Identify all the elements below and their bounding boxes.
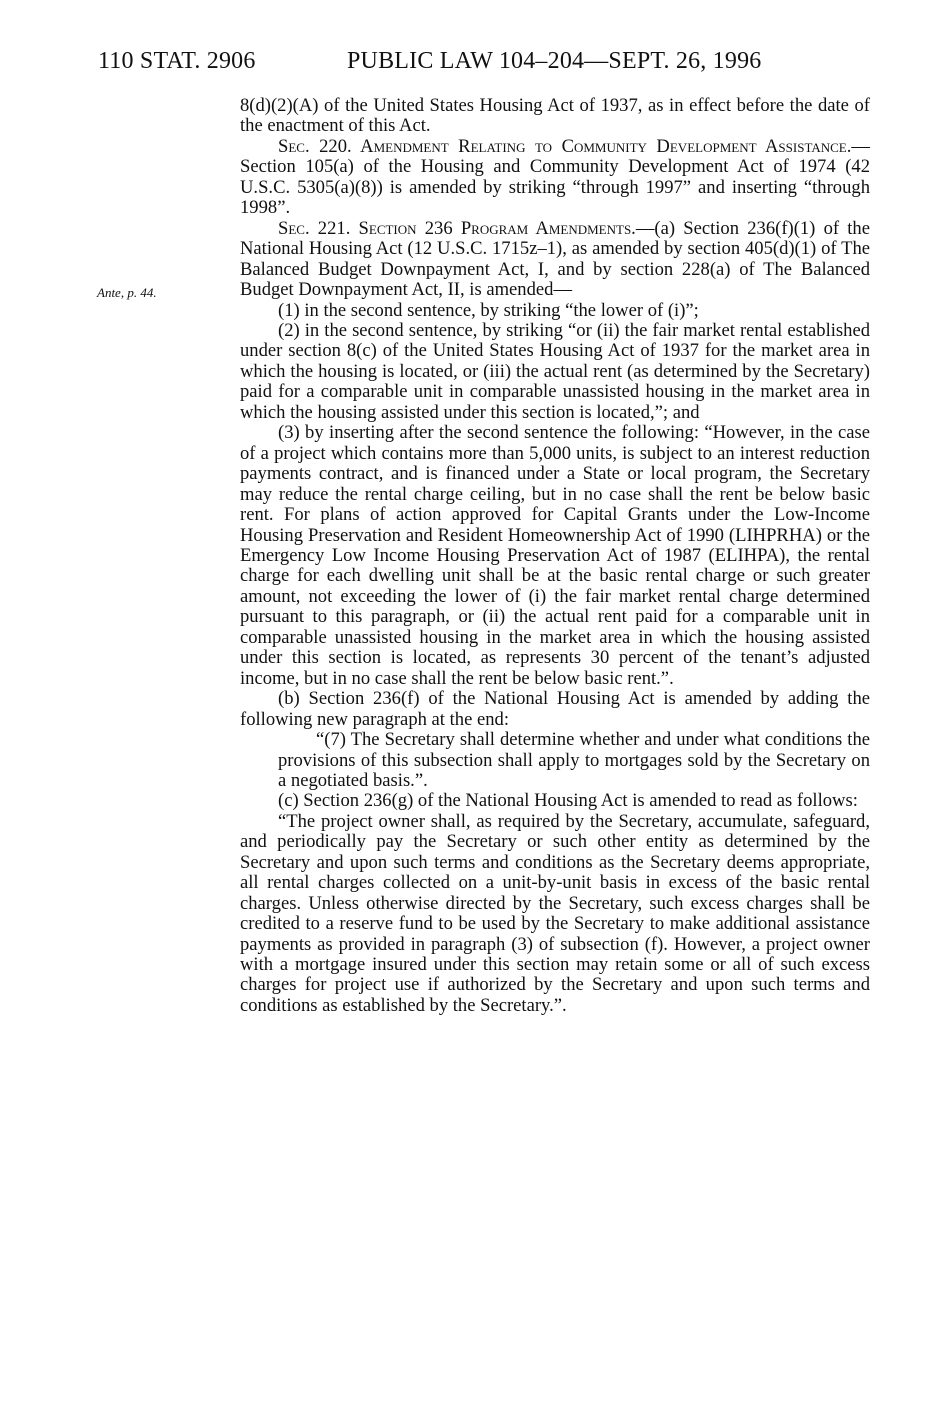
quoted-section-236g: “The project owner shall, as required by the Secretary, accumulate, safeguard, and periodically pay the Secretary or such other entity as determined by the Secretary and upon such terms and conditions as the Secretary deems appropriate, all rental charges collected on a unit-by-unit basis in excess of the basic rental charges. Unless otherwise directed by the Secretary, such excess charges shall be credited to a reserve fund to be used by the Secretary to make additional assistance payments as provided in paragraph (3) of subsection (f). However, a project owner with a mortgage insured under this section may retain some or all of such excess charges for project use if authorized by the Secretary and upon such terms and conditions as established by the Secretary.”. <box>240 810 870 1016</box>
subsection-b: (b) Section 236(f) of the National Housing Act is amended by adding the following new paragraph at the end: <box>240 688 870 730</box>
clause-2: (2) in the second sentence, by striking “or (ii) the fair market rental established under section 8(c) of the United States Housing Act of 1937 for the market area in which the housing is located, or (iii) the actual rent (as determined by the Secretary) paid for a comparable unit in comparable unassisted housing in the market area in which the housing assisted under this section is located,”; and <box>240 319 870 423</box>
stat-citation: 110 STAT. 2906 <box>98 48 256 74</box>
section-220 <box>240 137 870 219</box>
clause-1: (1) in the second sentence, by striking “the lower of (i)”; <box>278 299 699 321</box>
margin-note: Ante, p. 44. <box>97 285 157 300</box>
section-221-heading: Sec. 221. Section 236 Program Amendments. <box>278 217 636 239</box>
section-220-text: —Section 105(a) of the Housing and Community Development Act of 1974 (42 U.S.C. 5305(a)(8)) is amended by striking “through 1997” and inserting “through 1998”. <box>240 135 870 219</box>
paragraph-continuation: 8(d)(2)(A) of the United States Housing Act of 1937, as in effect before the date of the enactment of this Act. <box>240 95 870 137</box>
section-220-heading: Sec. 220. Amendment Relating to Community Development Assistance. <box>278 135 852 157</box>
public-law-citation: PUBLIC LAW 104–204—SEPT. 26, 1996 <box>347 48 762 74</box>
section-221 <box>240 219 870 301</box>
subsection-c: (c) Section 236(g) of the National Housing Act is amended to read as follows: <box>278 790 858 812</box>
clause-3: (3) by inserting after the second sentence the following: “However, in the case of a project which contains more than 5,000 units, is subject to an interest reduction payments contract, and is financed under a State or local program, the Secretary may reduce the rental charge ceiling, but in no case shall the rent be below basic rent. For plans of action approved for Capital Grants under the Low-Income Housing Preservation and Resident Homeownership Act of 1990 (LIHPRHA) or the Emergency Low Income Housing Preservation Act of 1987 (ELIHPA), the rental charge for each dwelling unit shall be at the basic rental charge or such greater amount, not exceeding the lower of (i) the fair market rental charge determined pursuant to this paragraph, or (ii) the actual rent paid for a comparable unit in comparable unassisted housing in the market area in which the housing assisted under this section is located, as represents 30 percent of the tenant’s adjusted income, but in no case shall the rent be below basic rent.”. <box>240 422 870 689</box>
document-body <box>240 96 870 1016</box>
quoted-paragraph-7: “(7) The Secretary shall determine whether and under what conditions the provisions of this subsection shall apply to mortgages sold by the Secretary on a negotiated basis.”. <box>278 729 870 791</box>
section-221-text: —(a) Section 236(f)(1) of the National Housing Act (12 U.S.C. 1715z–1), as amended by section 405(d)(1) of The Balanced Budget Downpayment Act, I, and by section 228(a) of The Balanced Budget Downpayment Act, II, is amended— <box>240 217 870 301</box>
